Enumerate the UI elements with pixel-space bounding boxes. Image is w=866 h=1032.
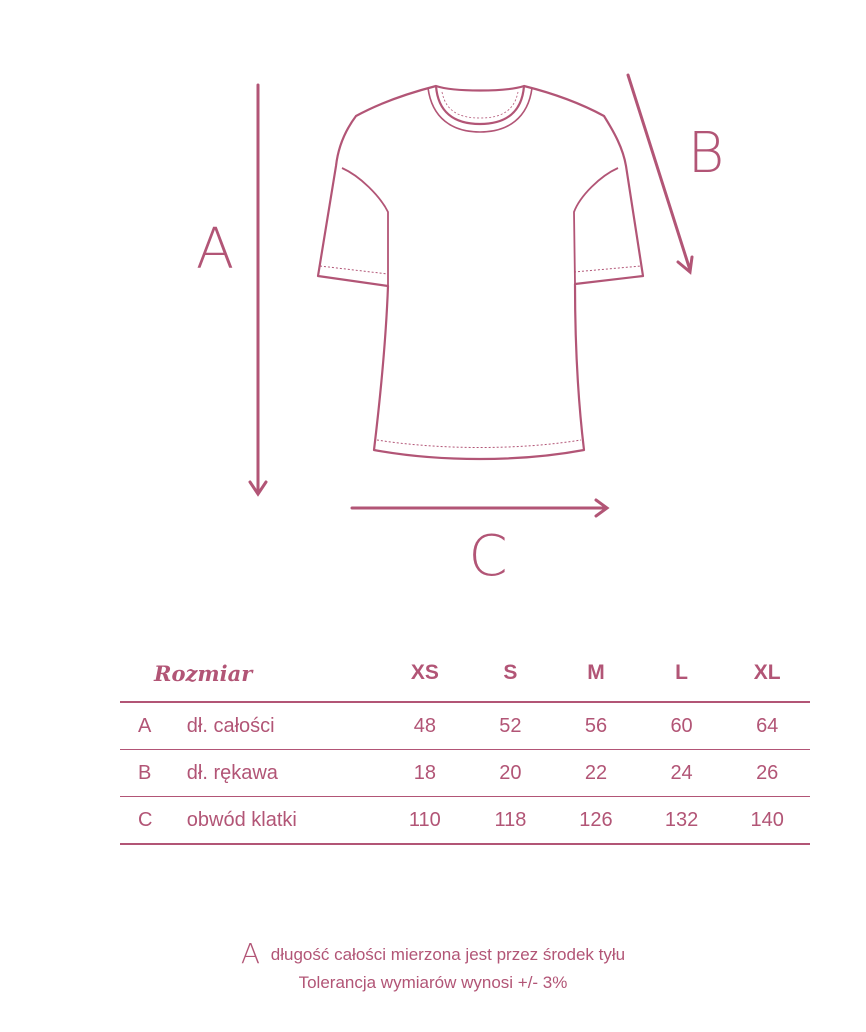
row-name: dł. rękawa <box>186 761 278 784</box>
row-letter: C <box>138 808 153 831</box>
arrow-a <box>250 85 266 494</box>
size-header-m: M <box>587 661 605 684</box>
table-cell: 24 <box>670 761 693 784</box>
table-cell: 18 <box>413 761 436 784</box>
table-cell: 126 <box>579 808 613 831</box>
table-cell: 26 <box>756 761 779 784</box>
arrow-c <box>352 500 607 516</box>
footnote-letter: A <box>240 937 261 970</box>
label-a: A <box>195 217 235 282</box>
table-cell: 64 <box>756 714 779 737</box>
table-cell: 110 <box>408 808 441 831</box>
table-cell: 48 <box>413 714 436 737</box>
footnote-measure <box>0 937 866 970</box>
footnote-text: długość całości mierzona jest przez środek tyłu <box>270 945 626 964</box>
table-cell: 52 <box>499 714 522 737</box>
table-cell: 60 <box>670 714 693 737</box>
table-cell: 140 <box>750 808 784 831</box>
row-name: dł. całości <box>186 714 275 737</box>
table-cell: 20 <box>499 761 522 784</box>
label-c: C <box>468 524 508 589</box>
size-table <box>120 645 810 845</box>
row-letter: A <box>138 714 152 737</box>
row-name: obwód klatki <box>186 808 297 831</box>
size-header-l: L <box>675 661 688 684</box>
table-cell: 56 <box>584 714 608 737</box>
footnote-tolerance: Tolerancja wymiarów wynosi +/- 3% <box>298 973 568 992</box>
table-cell: 132 <box>664 808 699 831</box>
table-cell: 22 <box>584 761 608 784</box>
size-header-xs: XS <box>410 661 439 684</box>
tshirt-outline <box>318 86 643 459</box>
table-row <box>120 750 810 797</box>
size-header-label: Rozmiar <box>154 660 253 686</box>
table-row <box>120 702 810 750</box>
table-cell: 118 <box>494 808 527 831</box>
size-header-xl: XL <box>753 661 781 684</box>
size-table-header-row <box>120 645 810 702</box>
table-row <box>120 797 810 845</box>
size-header-s: S <box>503 661 518 684</box>
row-letter: B <box>138 761 152 784</box>
label-b: B <box>687 121 725 186</box>
